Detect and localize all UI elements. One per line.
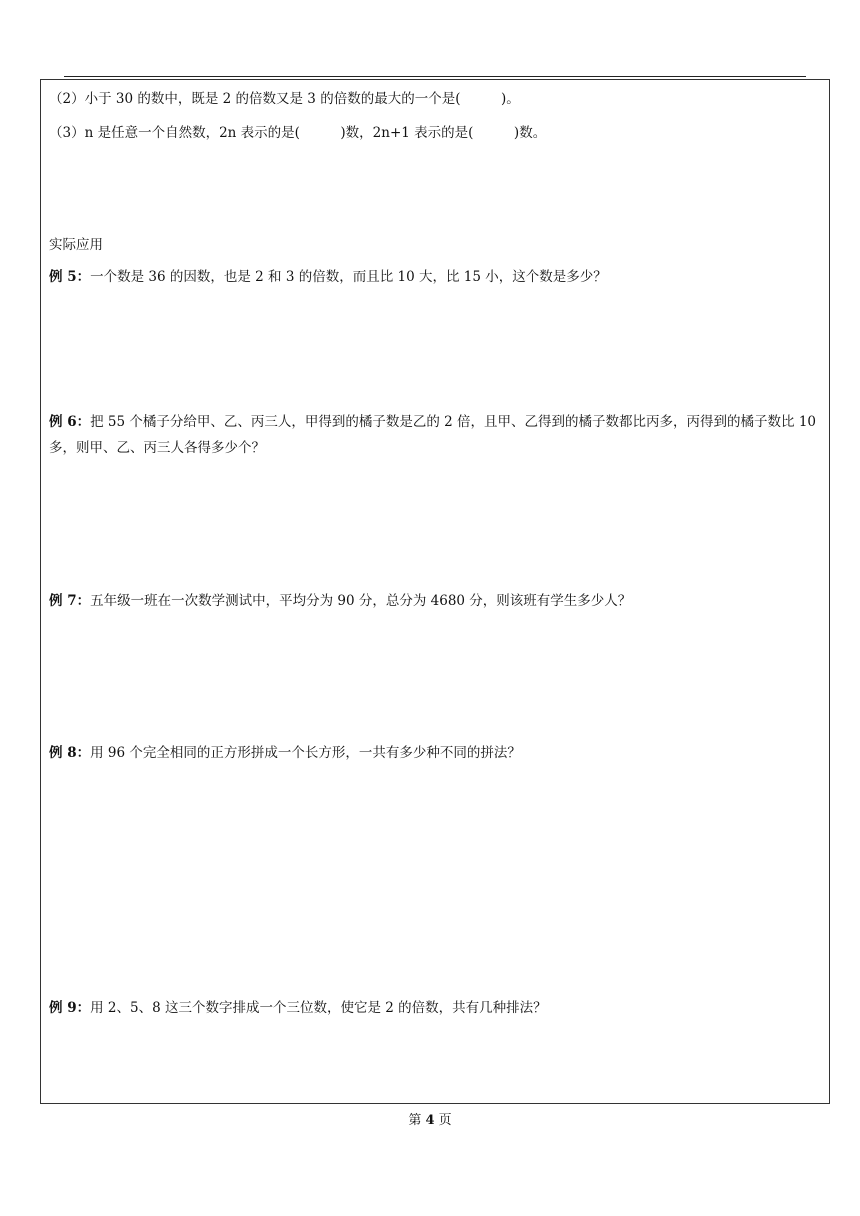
page-number: 4 (425, 1113, 435, 1128)
section-title: 实际应用 (49, 237, 103, 253)
example-9-label: 例 9： (49, 1000, 91, 1016)
example-6-label: 例 6： (49, 414, 91, 430)
example-5 (49, 267, 823, 287)
example-5-text: 一个数是 36 的因数，也是 2 和 3 的倍数，而且比 10 大，比 15 小，这个数是多少？ (90, 269, 607, 285)
example-7-label: 例 7： (49, 593, 91, 609)
question-3: （3）n 是任意一个自然数，2n 表示的是( )数，2n+1 表示的是( )数。 (49, 125, 547, 141)
example-6-text: 把 55 个橘子分给甲、乙、丙三人，甲得到的橘子数是乙的 2 倍，且甲、乙得到的橘子数都比丙多，丙得到的橘子数比 10 多，则甲、乙、丙三人各得多少个？ (49, 414, 816, 456)
example-6 (49, 409, 823, 461)
example-8 (49, 743, 823, 763)
page-footer (0, 1112, 860, 1130)
example-8-text: 用 96 个完全相同的正方形拼成一个长方形，一共有多少种不同的拼法？ (90, 745, 521, 761)
header-rule (64, 76, 806, 77)
footer-suffix: 页 (438, 1113, 452, 1128)
example-9-text: 用 2、5、8 这三个数字排成一个三位数，使它是 2 的倍数，共有几种排法？ (90, 1000, 547, 1016)
example-9 (49, 998, 823, 1018)
example-7 (49, 591, 823, 611)
example-5-label: 例 5： (49, 269, 91, 285)
question-2: （2）小于 30 的数中，既是 2 的倍数又是 3 的倍数的最大的一个是( )。 (49, 91, 520, 107)
example-8-label: 例 8： (49, 745, 91, 761)
example-7-text: 五年级一班在一次数学测试中，平均分为 90 分，总分为 4680 分，则该班有学生多少人？ (90, 593, 632, 609)
footer-prefix: 第 (408, 1113, 422, 1128)
worksheet-frame (40, 79, 830, 1104)
